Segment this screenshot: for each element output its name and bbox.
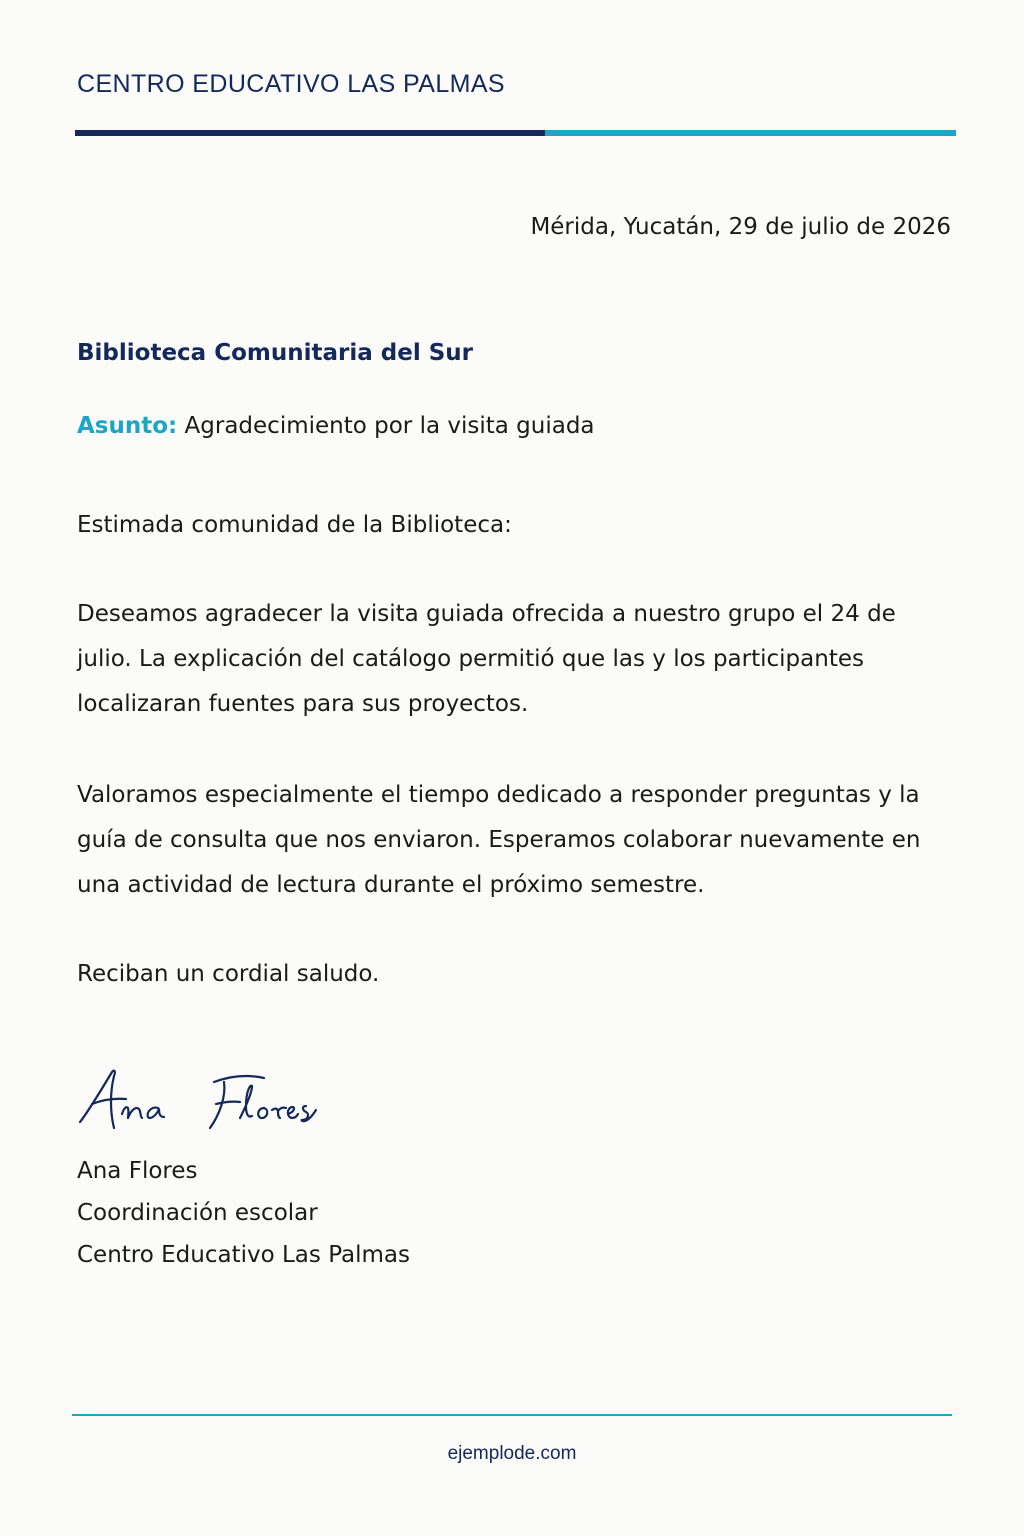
signer-organization: Centro Educativo Las Palmas <box>77 1242 410 1268</box>
recipient: Biblioteca Comunitaria del Sur <box>77 340 473 366</box>
signer-block <box>77 1150 410 1276</box>
footer-url: ejemplode.com <box>447 1443 577 1464</box>
subject-line <box>77 413 595 439</box>
body-paragraph: Valoramos especialmente el tiempo dedicado a responder preguntas y la guía de consulta que nos enviaron. Esperamos colaborar nuevamente en una actividad de lectura durante el próximo semestre. <box>77 782 921 898</box>
organization-name: CENTRO EDUCATIVO LAS PALMAS <box>77 70 506 98</box>
header-rule <box>75 130 956 136</box>
subject-text: Agradecimiento por la visita guiada <box>184 413 595 439</box>
body-paragraph: Deseamos agradecer la visita guiada ofrecida a nuestro grupo el 24 de julio. La explicación del catálogo permitió que las y los participantes localizaran fuentes para sus proyectos. <box>77 601 896 717</box>
header-rule-accent <box>545 130 956 136</box>
footer-rule <box>72 1414 952 1416</box>
letter-date: Mérida, Yucatán, 29 de julio de 2026 <box>530 214 951 240</box>
header-rule-dark <box>75 130 545 136</box>
signer-role: Coordinación escolar <box>77 1200 318 1226</box>
greeting: Estimada comunidad de la Biblioteca: <box>77 512 512 538</box>
signer-name: Ana Flores <box>77 1158 198 1184</box>
handwritten-signature <box>74 1062 334 1142</box>
closing: Reciban un cordial saludo. <box>77 961 380 987</box>
subject-label: Asunto: <box>77 413 178 439</box>
